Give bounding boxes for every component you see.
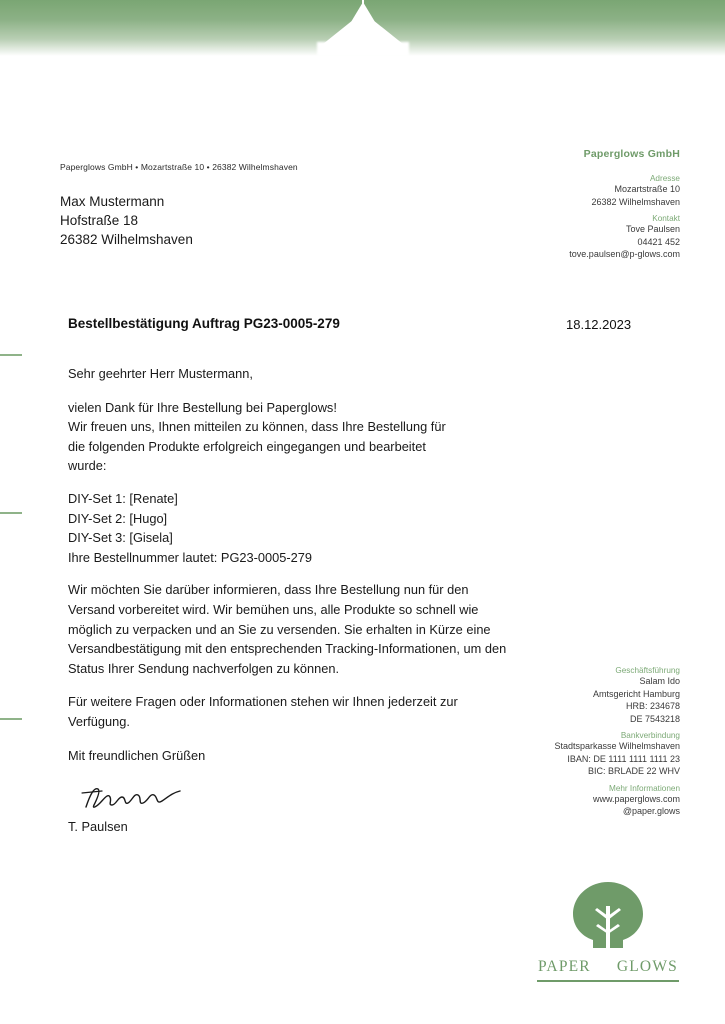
shipping-paragraph: Wir möchten Sie darüber informieren, dass Ihre Bestellung nun für den Versand vorbereitet wird. Wir bemühen uns, alle Produkte so schnell wie möglich zu verpacken und an Sie zu versenden. Sie erhalten in Kürze eine Versandbestätigung mit den entsprechenden Tracking-Informationen, um den Status Ihrer Sendung nachverfolgen zu können. bbox=[68, 582, 507, 676]
lamp-glow bbox=[317, 42, 409, 56]
logo-word-right: GLOWS bbox=[616, 958, 678, 975]
recipient-street: Hofstraße 18 bbox=[60, 213, 139, 228]
sidebar-value: Salam Ido bbox=[639, 676, 680, 686]
intro-line-4: wurde: bbox=[68, 458, 107, 474]
margin-tick bbox=[0, 718, 22, 720]
margin-tick bbox=[0, 512, 22, 514]
intro-line-3: die folgenden Produkte erfolgreich eingegangen und bearbeitet bbox=[68, 438, 426, 454]
intro-paragraph bbox=[68, 398, 518, 476]
signer-name: T. Paulsen bbox=[68, 819, 128, 834]
sidebar-heading-kontakt: Kontakt bbox=[652, 214, 680, 223]
sidebar-email[interactable]: tove.paulsen@p-glows.com bbox=[569, 249, 680, 259]
intro-line-1: vielen Dank für Ihre Bestellung bei Paperglows! bbox=[68, 399, 337, 415]
header-green-band bbox=[0, 0, 725, 56]
sidebar-value: Stadtsparkasse Wilhelmshaven bbox=[554, 741, 680, 751]
order-items-list bbox=[68, 489, 518, 567]
sidebar-heading-adresse: Adresse bbox=[649, 174, 680, 183]
spacer bbox=[68, 476, 518, 489]
hanging-lamp-icon bbox=[308, 0, 418, 56]
sidebar-value: Amtsgericht Hamburg bbox=[592, 688, 680, 699]
sidebar-value: HRB: 234678 bbox=[625, 701, 680, 711]
sidebar-legal-group bbox=[440, 660, 680, 818]
sidebar-social-handle[interactable]: @paper.glows bbox=[622, 806, 680, 816]
list-item: DIY-Set 2: [Hugo] bbox=[68, 510, 168, 526]
recipient-city: 26382 Wilhelmshaven bbox=[60, 232, 193, 247]
sidebar-value: IBAN: DE 1111 1111 1111 23 bbox=[567, 753, 680, 764]
list-item: DIY-Set 1: [Renate] bbox=[68, 490, 178, 506]
closing-greeting: Mit freundlichen Grüßen bbox=[68, 748, 206, 763]
sidebar-value: BIC: BRLADE 22 WHV bbox=[587, 766, 680, 776]
sidebar-value: Mozartstraße 10 bbox=[614, 184, 680, 194]
sidebar-contact-group bbox=[440, 168, 680, 261]
list-item: Ihre Bestellnummer lautet: PG23-0005-279 bbox=[68, 549, 312, 565]
logo-underline bbox=[537, 980, 679, 982]
intro-line-2: Wir freuen uns, Ihnen mitteilen zu können, dass Ihre Bestellung für bbox=[68, 419, 446, 435]
closing-paragraph: Für weitere Fragen oder Informationen stehen wir Ihnen jederzeit zur Verfügung. bbox=[68, 694, 458, 729]
sidebar-website[interactable]: www.paperglows.com bbox=[592, 793, 680, 804]
signature-block bbox=[68, 748, 368, 834]
sidebar-value: 04421 452 bbox=[637, 236, 680, 247]
logo-wordmark bbox=[533, 958, 683, 976]
recipient-address bbox=[60, 192, 193, 249]
logo-word-left: PAPER bbox=[538, 958, 591, 975]
document-date: 18.12.2023 bbox=[566, 317, 632, 332]
salutation: Sehr geehrter Herr Mustermann, bbox=[68, 366, 253, 381]
document-subject: Bestellbestätigung Auftrag PG23-0005-279 bbox=[68, 316, 340, 331]
recipient-name: Max Mustermann bbox=[60, 194, 165, 209]
list-item: DIY-Set 3: [Gisela] bbox=[68, 530, 173, 546]
sidebar-heading-mehr-informationen: Mehr Informationen bbox=[609, 783, 680, 793]
sidebar-value: Tove Paulsen bbox=[625, 224, 680, 234]
sidebar-heading-geschaeftsfuehrung: Geschäftsführung bbox=[615, 666, 680, 675]
sidebar-value: DE 7543218 bbox=[629, 713, 680, 724]
sidebar-heading-bankverbindung: Bankverbindung bbox=[620, 731, 680, 740]
tree-logo-icon bbox=[533, 876, 683, 992]
sidebar-company-name: Paperglows GmbH bbox=[583, 148, 680, 160]
lamp-light-cone bbox=[323, 12, 403, 44]
sender-return-address: Paperglows GmbH • Mozartstraße 10 • 26382 Wilhelmshaven bbox=[60, 162, 298, 172]
handwritten-signature-icon bbox=[80, 781, 368, 811]
sidebar-value: 26382 Wilhelmshaven bbox=[591, 196, 680, 207]
margin-tick bbox=[0, 354, 22, 356]
spacer bbox=[68, 567, 518, 580]
